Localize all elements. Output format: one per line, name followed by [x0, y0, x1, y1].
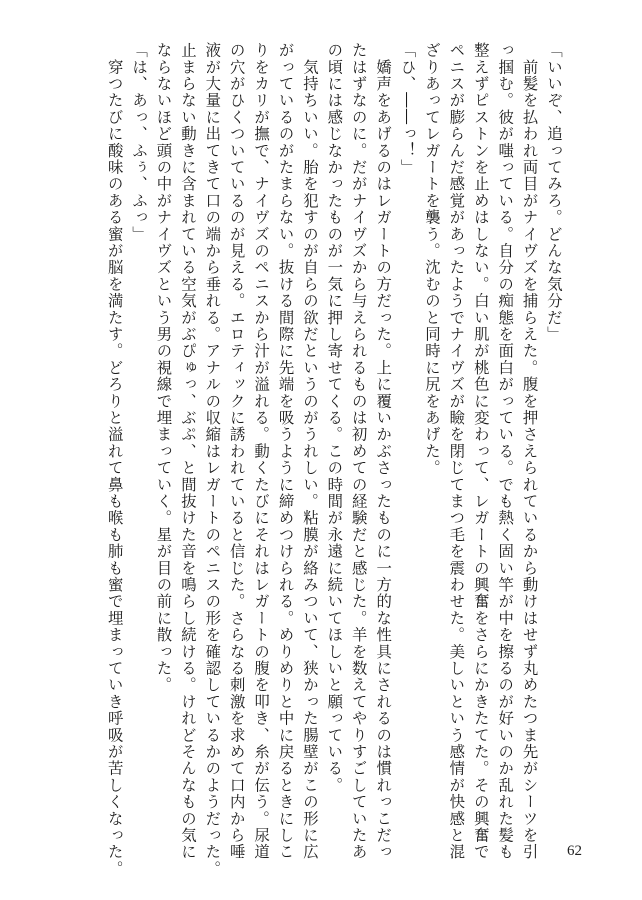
text-line: 前髪を払われ両目がナイヴズを捕らえた。腹を押さえられているから動けはせず丸めたつま先がシーツを引 [520, 42, 539, 861]
text-line: 「ひ、――っ！」 [398, 42, 417, 176]
text-line: 穿つたびに酸味のある蜜が脳を満たす。どろりと溢れて鼻も喉も肺も蜜で埋まっていき呼吸が苦しくなった。 [105, 42, 124, 877]
text-line: 整えずピストンを止めはしない。白い肌が桃色に変わって、レガートの興奮をさらにかきたてた。その興奮で [471, 42, 490, 861]
text-line: 気持ちいい。胎を犯すのが自らの欲だというのがうれしい。粘膜が絡みついて、狭かった腸壁がこの形に広 [300, 42, 319, 861]
text-line: っ掴む。彼が嗤っている。自分の痴態を面白がっている。でも熱く固い竿が中を擦るのが好いのか乱れた髪も [496, 42, 515, 861]
text-line: ならないほど頭の中がナイヴズという男の視線で埋まっていく。星が目の前に散った。 [154, 42, 173, 694]
text-line: の穴がひくついているのが見える。エロティックに誘われていると信じた。さらなる刺激を求めて口内から唾 [227, 42, 246, 861]
text-line: たはずなのに。だがナイヴズから与えられるものは初めての経験だと感じた。羊を数えてやりすごしていたあ [349, 42, 368, 861]
text-line: 「いいぞ、追ってみろ。どんな気分だ」 [545, 42, 563, 343]
text-line: 嬌声をあげるのはレガートの方だった。上に覆いかぶさったものに一方的な性具にされるのは慣れっこだっ [374, 42, 393, 861]
text-line: りをカリが撫で、ナイヴズのペニスから汁が溢れる。動くたびにそれはレガートの腹を叩き、糸が伝う。尿道 [252, 42, 271, 861]
vertical-text-block [105, 42, 566, 877]
text-line: 「は、あっ、ふぅ、ふっ」 [130, 42, 149, 243]
text-line: ざりあってレガートを襲う。沈むのと同時に尻をあげた。 [422, 42, 441, 477]
text-line: 止まらない動きに含まれている空気がぶぴゅっ、ぶぷ、と間抜けた音を鳴らし続ける。けれどそんなもの気に [178, 42, 197, 861]
text-line: の頃には感じなかったものが一気に押し寄せてくる。この時間が永遠に続いてほしいと願っている。 [325, 42, 344, 794]
text-line: がっているのがたまらない。抜ける間際に先端を吸うように締めつけられる。めりめりと中に戻るときにしこ [276, 42, 295, 861]
page-number: 62 [567, 843, 582, 859]
text-line: 液が大量に出てきて口の端から垂れる。アナルの収縮はレガートのペニスの形を確認しているかのようだった。 [203, 42, 222, 877]
text-line: ペニスが膨らんだ感覚があったようでナイヴズが瞼を閉じてまつ毛を震わせた。美しいという感情が快感と混 [447, 42, 466, 861]
